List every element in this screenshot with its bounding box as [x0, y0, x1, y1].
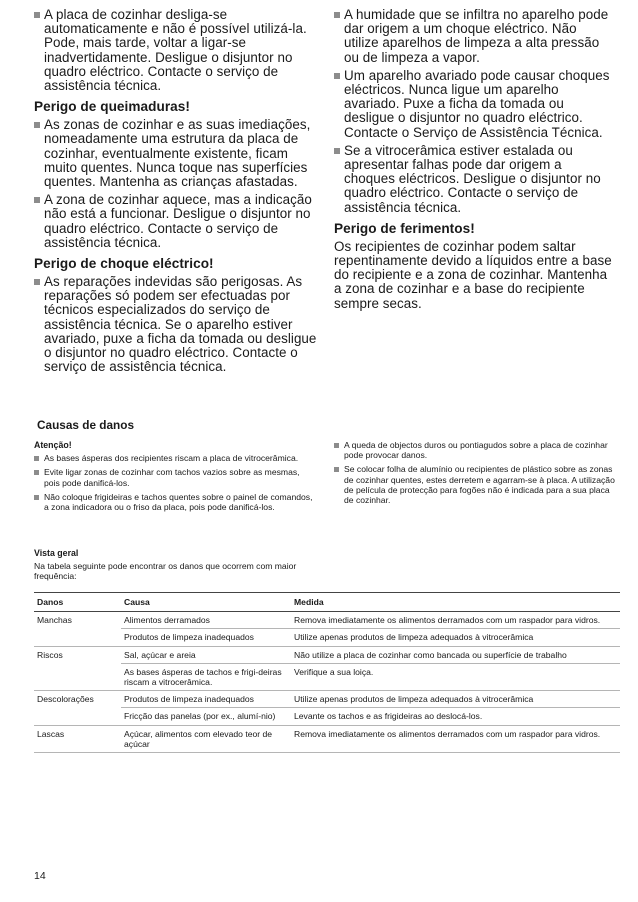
- table-row: [34, 646, 620, 663]
- overview-block: [34, 548, 319, 582]
- table-row: [34, 725, 620, 752]
- cell-damage: Descolorações: [37, 694, 94, 705]
- list-item: A zona de cozinhar aquece, mas a indicação não está a funcionar. Desligue o disjuntor no quadro eléctrico. Contacte o serviço de assistência técnica.: [34, 193, 319, 250]
- heading-shock: Perigo de choque eléctrico!: [34, 256, 214, 272]
- table-row: [34, 708, 620, 725]
- bullet-square-icon: [34, 197, 40, 203]
- bullet-square-icon: [34, 122, 40, 128]
- cell-damage: [34, 629, 121, 646]
- list-item: Não coloque frigideiras e tachos quentes sobre o painel de comandos, a zona indicadora ou o friso da placa, pois pode danificá-los.: [34, 492, 314, 512]
- bullet-square-icon: [34, 279, 40, 285]
- heading-cuts: Perigo de ferimentos!: [334, 220, 475, 236]
- table-row: [34, 612, 620, 629]
- table-row: [34, 663, 620, 690]
- cell-measure: Utilize apenas produtos de limpeza adequados à vitrocerâmica: [291, 629, 620, 646]
- page-number: 14: [34, 870, 46, 882]
- cell-cause: Sal, açúcar e areia: [121, 646, 291, 663]
- list-item: A queda de objectos duros ou pontiagudos sobre a placa de cozinhar pode provocar danos.: [334, 440, 616, 460]
- left-column: [34, 8, 319, 378]
- section-title: Causas de danos: [37, 418, 135, 432]
- cell-cause: Produtos de limpeza inadequados: [121, 691, 291, 708]
- list-item: As reparações indevidas são perigosas. As reparações só podem ser efectuadas por técnicos especializados do serviço de assistência técnica. Se o aparelho estiver avariado, puxe a ficha da tomada ou desligue o disjuntor no quadro eléctrico. Contacte o serviço de assistência técnica.: [34, 275, 319, 374]
- header-cause: Causa: [121, 593, 291, 612]
- right-column: [334, 8, 614, 311]
- list-item: Se a vitrocerâmica estiver estalada ou apresentar falhas pode dar origem a choques eléctricos. Desligue o disjuntor no quadro eléctrico. Contacte o serviço de assistência técnica.: [334, 144, 614, 215]
- cell-cause: As bases ásperas de tachos e frigi-deiras riscam a vitrocerâmica.: [121, 663, 291, 690]
- table-header-row: [34, 593, 620, 612]
- list-item: A placa de cozinhar desliga-se automaticamente e não é possível utilizá-la. Pode, mais tarde, voltar a ligar-se inadvertidamente. Desligue o disjuntor no quadro eléctrico. Contacte o serviço de assistência técnica.: [34, 8, 319, 93]
- cell-cause: Açúcar, alimentos com elevado teor de açúcar: [121, 725, 291, 752]
- cell-damage: Lascas: [34, 725, 121, 752]
- list-item: Um aparelho avariado pode causar choques eléctricos. Nunca ligue um aparelho avariado. Puxe a ficha da tomada ou desligue o disjuntor no quadro eléctrico. Contacte o Serviço de Assistência Técnica.: [334, 69, 614, 140]
- cell-measure: Remova imediatamente os alimentos derramados com um raspador para vidros.: [291, 612, 620, 629]
- header-damage: Danos: [34, 593, 121, 612]
- paragraph-cuts: Os recipientes de cozinhar podem saltar repentinamente devido a líquidos entre a base do recipiente e a zona de cozinhar. Mantenha a zona de cozinhar e a base do recipiente sempre secas.: [334, 238, 612, 311]
- list-item: Evite ligar zonas de cozinhar com tachos vazios sobre as mesmas, pois pode danificá-los.: [34, 467, 314, 487]
- cell-cause: Produtos de limpeza inadequados: [121, 629, 291, 646]
- bullet-square-icon: [334, 443, 339, 448]
- cell-damage: Manchas: [37, 615, 72, 626]
- header-measure: Medida: [291, 593, 620, 612]
- list-item: Se colocar folha de alumínio ou recipientes de plástico sobre as zonas de cozinhar quentes, estes derretem e agarram-se à placa. A utilização de película de protecção para fogões não é indicada para a sua placa de cozinhar.: [334, 464, 616, 505]
- list-item: A humidade que se infiltra no aparelho pode dar origem a um choque eléctrico. Não utilize aparelhos de limpeza a alta pressão ou de limpeza a vapor.: [334, 8, 614, 65]
- attention-label: Atenção!: [34, 440, 72, 450]
- overview-label: Vista geral: [34, 548, 79, 558]
- cell-measure: Remova imediatamente os alimentos derramados com um raspador para vidros.: [291, 725, 620, 752]
- bullet-square-icon: [334, 12, 340, 18]
- list-item: As bases ásperas dos recipientes riscam a placa de vitrocerâmica.: [34, 453, 314, 463]
- damage-right-column: [334, 440, 616, 509]
- cell-damage: [34, 708, 121, 725]
- bullet-square-icon: [334, 148, 340, 154]
- list-item: As zonas de cozinhar e as suas imediações, nomeadamente uma estrutura da placa de cozinhar, eventualmente existente, ficam muito quentes. Nunca toque nas superfícies quentes. Mantenha as crianças afastadas.: [34, 118, 319, 189]
- table-row: [34, 691, 620, 708]
- table-row: [34, 629, 620, 646]
- cell-cause: Alimentos derramados: [121, 612, 291, 629]
- cell-cause: Fricção das panelas (por ex., alumí-nio): [121, 708, 291, 725]
- overview-text: Na tabela seguinte pode encontrar os danos que ocorrem com maior frequência:: [34, 561, 297, 582]
- bullet-square-icon: [334, 73, 340, 79]
- damage-left-column: [34, 440, 314, 516]
- cell-measure: Não utilize a placa de cozinhar como bancada ou superfície de trabalho: [291, 646, 620, 663]
- cell-measure: Verifique a sua loiça.: [291, 663, 620, 690]
- damage-table: [34, 592, 620, 753]
- bullet-square-icon: [34, 456, 39, 461]
- heading-burns: Perigo de queimaduras!: [34, 99, 190, 115]
- cell-measure: Utilize apenas produtos de limpeza adequados à vitrocerâmica: [291, 691, 620, 708]
- cell-damage: Riscos: [37, 649, 63, 660]
- bullet-square-icon: [334, 467, 339, 472]
- bullet-square-icon: [34, 470, 39, 475]
- cell-damage: [34, 663, 121, 690]
- bullet-square-icon: [34, 495, 39, 500]
- cell-measure: Levante os tachos e as frigideiras ao deslocá-los.: [291, 708, 620, 725]
- bullet-square-icon: [34, 12, 40, 18]
